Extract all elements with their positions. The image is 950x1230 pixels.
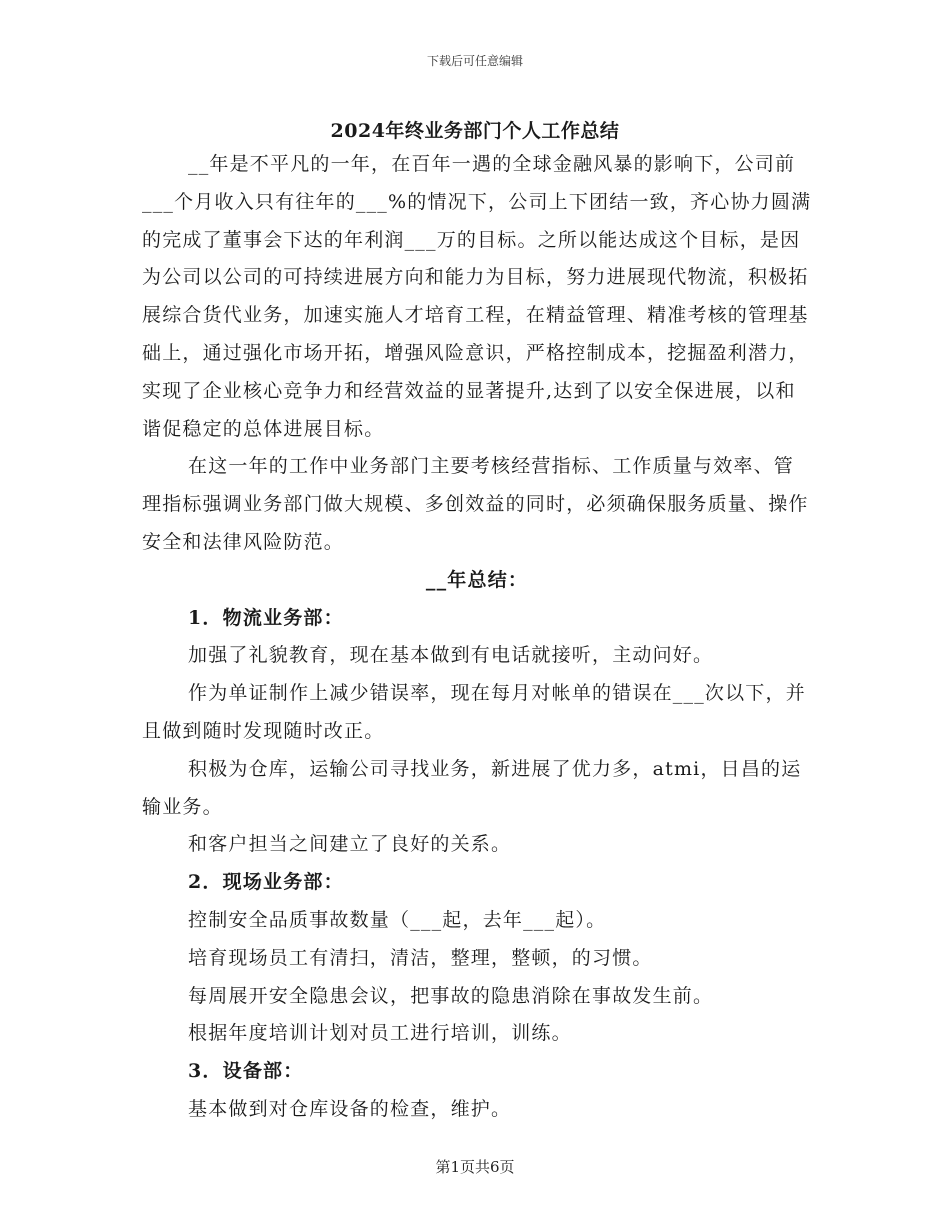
document-body [142,146,812,1129]
section-item: 根据年度培训计划对员工进行培训，训练。 [188,1022,572,1045]
section-item: 加强了礼貌教育，现在基本做到有电话就接听，主动问好。 [188,644,714,667]
section-heading: 2．现场业务部： [188,871,344,894]
section-item: 作为单证制作上减少错误率，现在每月对帐单的错误在___次以下，并且做到随时发现随时改正。 [142,682,806,742]
summary-heading: __年总结： [425,568,529,591]
section-item: 每周展开安全隐患会议，把事故的隐患消除在事故发生前。 [188,984,714,1007]
document-title: 2024年终业务部门个人工作总结 [330,120,620,142]
section-heading: 1．物流业务部： [188,606,344,629]
section-item: 和客户担当之间建立了良好的关系。 [188,833,512,856]
page-footer: 第1页共6页 [435,1158,515,1176]
page-header: 下载后可任意编辑 [426,54,523,68]
section-heading: 3．设备部： [188,1060,304,1083]
focus-paragraph: 在这一年的工作中业务部门主要考核经营指标、工作质量与效率、管理指标强调业务部门做大规模、多创效益的同时，必须确保服务质量、操作安全和法律风险防范。 [142,455,809,553]
section-item: 培育现场员工有清扫，清洁，整理，整顿，的习惯。 [188,946,653,969]
section-item: 基本做到对仓库设备的检查，维护。 [188,1097,512,1120]
section-item: 控制安全品质事故数量（___起，去年___起）。 [188,908,607,931]
intro-paragraph: __年是不平凡的一年，在百年一遇的全球金融风暴的影响下，公司前___个月收入只有往年的___%的情况下，公司上下团结一致，齐心协力圆满的完成了董事会下达的年利润___万的目标。之所以能达成这个目标，是因为公司以公司的可持续进展方向和能力为目标，努力进展现代物流，积极拓展综合货代业务，加速实施人才培育工程，在精益管理、精准考核的管理基础上，通过强化市场开拓，增强风险意识，严格控制成本，挖掘盈利潜力，实现了企业核心竞争力和经营效益的显著提升,达到了以安全保进展，以和谐促稳定的总体进展目标。 [142,153,812,440]
section-item: 积极为仓库，运输公司寻找业务，新进展了优力多，atmi，日昌的运输业务。 [142,757,802,818]
